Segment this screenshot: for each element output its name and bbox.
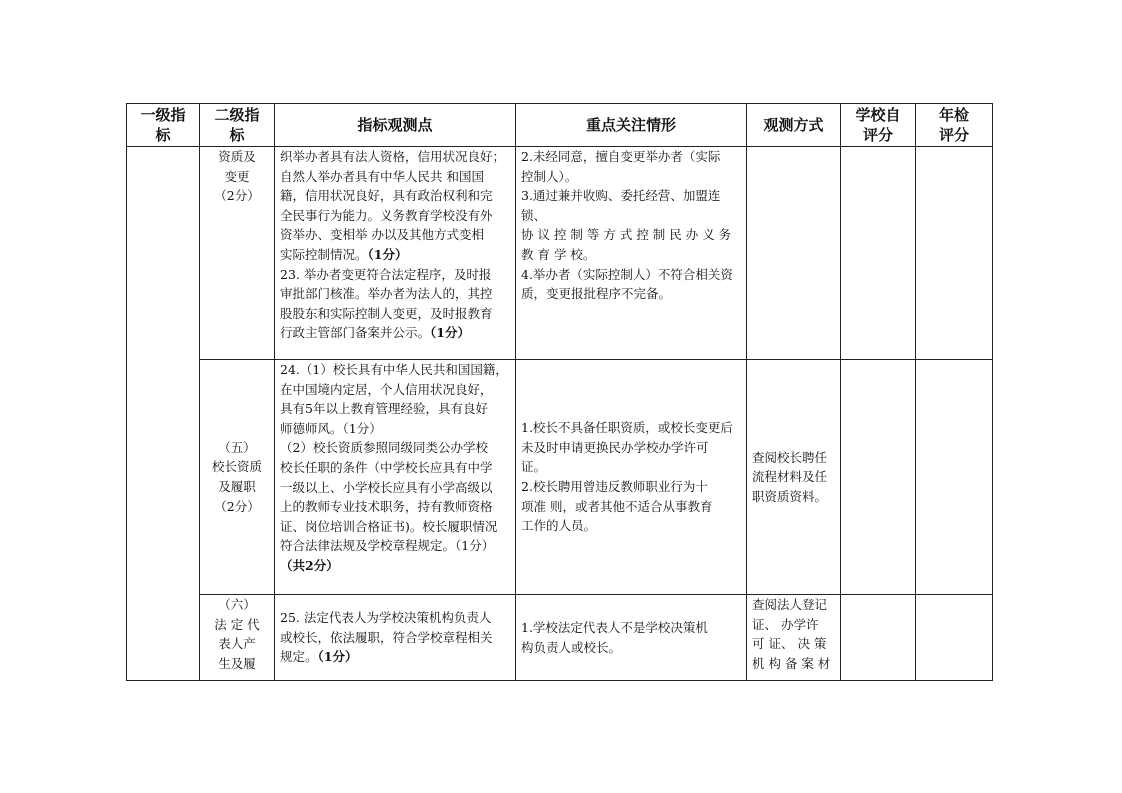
observation-method xyxy=(747,147,841,360)
header-level1: 一级指 标 xyxy=(127,104,200,147)
secondary-indicator: （五） 校长资质 及履职 （2分） xyxy=(200,360,275,595)
header-self-score: 学校自 评分 xyxy=(841,104,916,147)
header-level2: 二级指 标 xyxy=(200,104,275,147)
annual-score xyxy=(916,147,993,360)
annual-score xyxy=(916,595,993,681)
self-score xyxy=(841,147,916,360)
observation-points: 织举办者具有法人资格，信用状况良好； 自然人举办者具有中华人民共 和国国 籍，信用状况良好，具有政治权利和完 全民事行为能力。义务教育学校没有外 资举办、变相举 办以及其他方式变相 实际控制情况。（1分） 23. 举办者变更符合法定程序，及时报 审批部门核准。举办者为法人的，其控 股股东和实际控制人变更，及时报教育 行政主管部门备案并公示。（1分） xyxy=(275,147,516,360)
observation-method: 查阅校长聘任 流程材料及任 职资质资料。 xyxy=(747,360,841,595)
observation-points: 24.（1）校长具有中华人民共和国国籍， 在中国境内定居，个人信用状况良好， 具有5年以上教育管理经验，具有良好 师德师风。（1分） （2）校长资质参照同级同类公办学校 校长任职的条件（中学校长应具有中学 一级以上、小学校长应具有小学高级以 上的教师专业技术职务，持有教师资格 证、岗位培训合格证书)。校长履职情况 符合法律法规及学校章程规定。（1分） （共2分） xyxy=(275,360,516,595)
header-key-focus: 重点关注情形 xyxy=(516,104,747,147)
key-focus: 2.未经同意，擅自变更举办者（实际 控制人）。 3.通过兼并收购、委托经营、加盟连锁、 协 议 控 制 等 方 式 控 制 民 办 义 务 教 育 学 校。 4.举办者（实际控制人）不符合相关资 质，变更报批程序不完备。 xyxy=(516,147,747,360)
key-focus: 1.学校法定代表人不是学校决策机 构负责人或校长。 xyxy=(516,595,747,681)
observation-points: 25. 法定代表人为学校决策机构负责人 或校长，依法履职，符合学校章程相关 规定。（1分） xyxy=(275,595,516,681)
table-row xyxy=(127,595,993,681)
table-row xyxy=(127,147,993,360)
self-score xyxy=(841,360,916,595)
evaluation-table xyxy=(126,103,993,681)
secondary-indicator: 资质及 变更 （2分） xyxy=(200,147,275,360)
self-score xyxy=(841,595,916,681)
key-focus: 1.校长不具备任职资质，或校长变更后 未及时申请更换民办学校办学许可 证。 2.校长聘用曾违反教师职业行为十 项准 则，或者其他不适合从事教育 工作的人员。 xyxy=(516,360,747,595)
header-method: 观测方式 xyxy=(747,104,841,147)
annual-score xyxy=(916,360,993,595)
secondary-indicator: （六） 法 定 代 表人产 生及履 xyxy=(200,595,275,681)
table-row xyxy=(127,360,993,595)
observation-method: 查阅法人登记 证、 办学许 可 证、 决 策 机 构 备 案 材 xyxy=(747,595,841,681)
header-observation-points: 指标观测点 xyxy=(275,104,516,147)
level1-cell xyxy=(127,147,200,681)
header-row xyxy=(127,104,993,147)
header-annual-score: 年检 评分 xyxy=(916,104,993,147)
